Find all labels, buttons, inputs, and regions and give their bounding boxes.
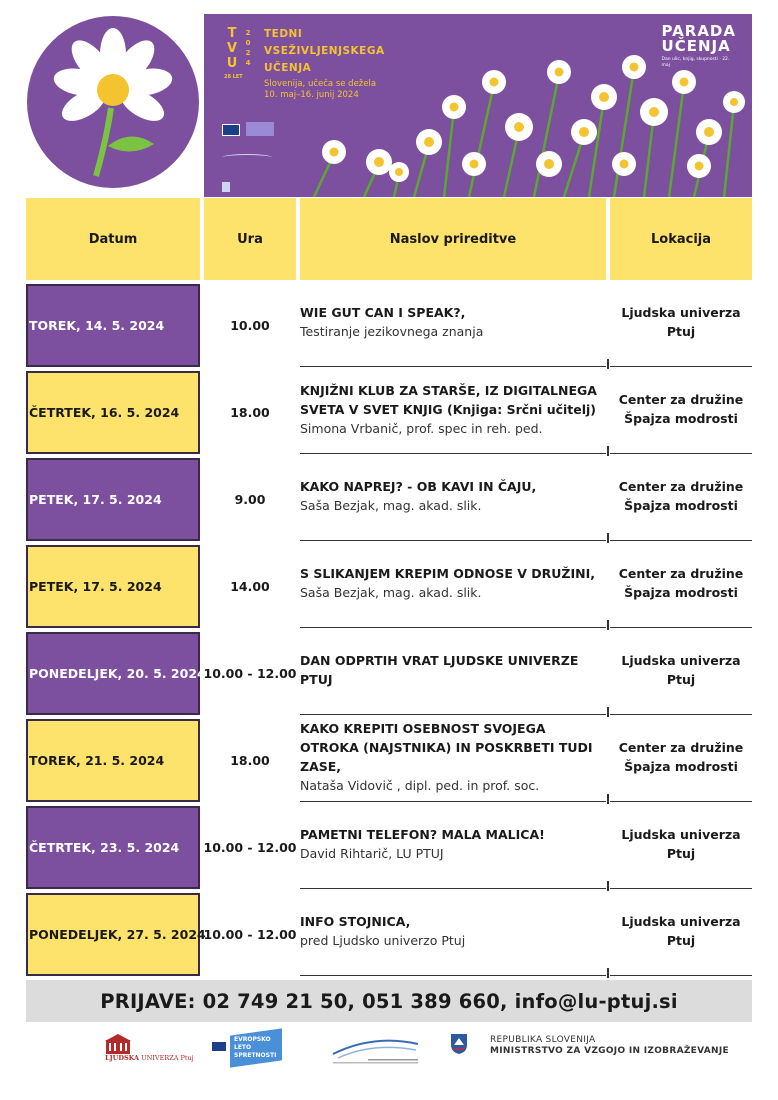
event-title-line: INFO STOJNICA,: [300, 914, 411, 929]
eu-badge-line: SPRETNOSTI: [234, 1052, 277, 1059]
event-title-cell: [300, 887, 606, 976]
event-location: [610, 365, 752, 454]
daisy-icon: [26, 16, 200, 188]
column-separator: [607, 620, 609, 630]
ministry-line1: REPUBLIKA SLOVENIJA: [490, 1035, 596, 1045]
column-header-location: Lokacija: [610, 198, 752, 280]
event-date: TOREK, 14. 5. 2024: [26, 284, 200, 367]
building-icon: [105, 1034, 131, 1056]
tvu-year-digit: 2: [245, 49, 251, 57]
parada-line1: PARADA: [661, 22, 736, 40]
event-title-line: KAKO NAPREJ? - OB KAVI IN ČAJU,: [300, 479, 537, 494]
acs-logo: [328, 1030, 423, 1066]
event-date: PONEDELJEK, 27. 5. 2024: [26, 893, 200, 976]
ministry-logo: [450, 1033, 750, 1061]
event-location-line: Ljudska univerza: [621, 914, 741, 929]
event-location-line: Ptuj: [666, 933, 696, 948]
event-title-line: OTROKA (NAJSTNIKA) IN POSKRBETI TUDI: [300, 740, 593, 755]
event-date: ČETRTEK, 16. 5. 2024: [26, 371, 200, 454]
tvu-letter: T: [227, 26, 237, 41]
evropsko-leto-spretnosti-logo: [212, 1028, 284, 1068]
column-header-time: Ura: [204, 198, 296, 280]
eu-badge-line: LETO: [234, 1044, 252, 1051]
event-location: [610, 887, 752, 976]
event-title-cell: [300, 452, 606, 541]
event-location-line: Špajza modrosti: [624, 411, 738, 426]
event-subtitle-line: pred Ljudsko univerzo Ptuj: [300, 933, 466, 948]
tvu-letter: V: [226, 41, 238, 56]
event-location-line: Ptuj: [666, 672, 696, 687]
eu-badge-text: [234, 1036, 276, 1060]
event-subtitle-line: Nataša Vidovič , dipl. ped. in prof. soc.: [300, 778, 540, 793]
event-location: [610, 539, 752, 628]
parada-sub: Dan ulic, knjig, skupnosti · 22. maj: [661, 57, 730, 68]
acs-swoosh-icon: [328, 1030, 423, 1066]
event-location-line: Špajza modrosti: [624, 759, 738, 774]
event-time: 18.00: [230, 405, 270, 420]
event-location-line: Špajza modrosti: [624, 585, 738, 600]
event-location: [610, 452, 752, 541]
event-title-cell: [300, 713, 606, 802]
event-title-line: WIE GUT CAN I SPEAK?,: [300, 305, 466, 320]
parada-ucenja-logo: [662, 24, 736, 69]
partner-logo-icon: [246, 122, 274, 136]
event-location-line: Center za družine: [618, 392, 744, 407]
column-header-title: Naslov prireditve: [300, 198, 606, 280]
event-location-line: Špajza modrosti: [624, 498, 738, 513]
column-separator: [607, 533, 609, 543]
event-title-cell: [300, 278, 606, 367]
event-date: PETEK, 17. 5. 2024: [26, 458, 200, 541]
event-title-line: PTUJ: [300, 672, 333, 687]
event-time: 18.00: [230, 753, 270, 768]
column-header-date: Datum: [26, 198, 200, 280]
ministry-line2: MINISTRSTVO ZA VZGOJO IN IZOBRAŽEVANJE: [490, 1046, 729, 1056]
column-separator: [607, 446, 609, 456]
tvu-year-digit: 0: [245, 39, 251, 47]
tvu-letter: U: [226, 56, 238, 71]
column-separator: [607, 968, 609, 978]
tvu-logo: [226, 26, 238, 71]
eu-flag-icon: [212, 1042, 226, 1051]
event-time: 9.00: [234, 492, 266, 507]
event-location-line: Ljudska univerza: [621, 653, 741, 668]
tvu-year-digit: 2: [245, 29, 251, 37]
ljudska-univerza-bold: LJUDSKA: [105, 1054, 140, 1062]
event-title-line: PAMETNI TELEFON? MALA MALICA!: [300, 827, 545, 842]
parada-line2: UČENJA: [661, 37, 731, 55]
event-title-cell: [300, 626, 606, 715]
event-title-line: DAN ODPRTIH VRAT LJUDSKE UNIVERZE: [300, 653, 579, 668]
event-date: ČETRTEK, 23. 5. 2024: [26, 806, 200, 889]
banner-subtitle-line: 10. maj–16. junij 2024: [264, 90, 359, 100]
event-location: [610, 713, 752, 802]
event-time: 10.00 - 12.00: [203, 666, 297, 681]
daisy-logo: [26, 16, 200, 188]
event-subtitle-line: Testiranje jezikovnega znanja: [300, 324, 484, 339]
event-time: 10.00: [230, 318, 270, 333]
tvu-year: [244, 28, 252, 68]
event-subtitle-line: David Rihtarič, LU PTUJ: [300, 846, 444, 861]
event-title-line: KNJIŽNI KLUB ZA STARŠE, IZ DIGITALNEGA: [300, 382, 597, 398]
event-title-line: KAKO KREPITI OSEBNOST SVOJEGA: [300, 721, 546, 736]
banner-title-line: UČENJA: [264, 62, 312, 74]
event-date: TOREK, 21. 5. 2024: [26, 719, 200, 802]
event-time: 10.00 - 12.00: [203, 927, 297, 942]
ljudska-univerza-text: [105, 1054, 194, 1062]
event-title-line: ZASE,: [300, 759, 342, 774]
tvu-year-digit: 4: [245, 59, 251, 67]
event-title-line: SVETA V SVET KNJIG (Knjiga: Srčni učitelj): [300, 401, 597, 417]
event-date: PONEDELJEK, 20. 5. 2024: [26, 632, 200, 715]
event-location: [610, 278, 752, 367]
event-location-line: Ljudska univerza: [621, 827, 741, 842]
ljudska-univerza-rest: UNIVERZA Ptuj: [139, 1054, 194, 1062]
event-subtitle-line: Simona Vrbanič, prof. spec in reh. ped.: [300, 420, 543, 436]
event-subtitle-line: Saša Bezjak, mag. akad. slik.: [300, 585, 482, 600]
slovenia-crest-icon: [450, 1033, 468, 1055]
signup-contact: PRIJAVE: 02 749 21 50, 051 389 660, info@lu-ptuj.si: [26, 980, 752, 1022]
event-title-cell: [300, 539, 606, 628]
event-location-line: Center za družine: [618, 740, 744, 755]
event-title-line: S SLIKANJEM KREPIM ODNOSE V DRUŽINI,: [300, 566, 595, 581]
column-separator: [607, 881, 609, 891]
event-date: PETEK, 17. 5. 2024: [26, 545, 200, 628]
ministry-crest-icon: [222, 182, 230, 192]
banner-title-line: TEDNI: [264, 28, 303, 40]
event-location: [610, 800, 752, 889]
tvu-years-label: 28 LET: [224, 74, 243, 80]
event-location-line: Ptuj: [666, 324, 696, 339]
event-time: 10.00 - 12.00: [203, 840, 297, 855]
event-time: 14.00: [230, 579, 270, 594]
event-location-line: Center za družine: [618, 566, 744, 581]
ljudska-univerza-logo: [105, 1034, 195, 1060]
event-banner: [204, 14, 752, 197]
event-title-cell: [300, 800, 606, 889]
event-location-line: Ljudska univerza: [621, 305, 741, 320]
banner-subtitle: [264, 79, 376, 101]
column-separator: [607, 707, 609, 717]
event-location-line: Ptuj: [666, 846, 696, 861]
event-title-cell: [300, 365, 606, 454]
column-separator: [607, 359, 609, 369]
banner-title-line: VSEŽIVLJENJSKEGA: [264, 45, 385, 57]
banner-title: [264, 26, 385, 77]
banner-subtitle-line: Slovenija, učeča se dežela: [264, 79, 377, 89]
column-separator: [607, 794, 609, 804]
eu-badge-line: EVROPSKO: [234, 1036, 271, 1043]
eu-flag-icon: [222, 124, 240, 136]
event-location-line: Center za družine: [618, 479, 744, 494]
event-subtitle-line: Saša Bezjak, mag. akad. slik.: [300, 498, 482, 513]
acs-logo-icon: [222, 154, 272, 161]
event-location: [610, 626, 752, 715]
